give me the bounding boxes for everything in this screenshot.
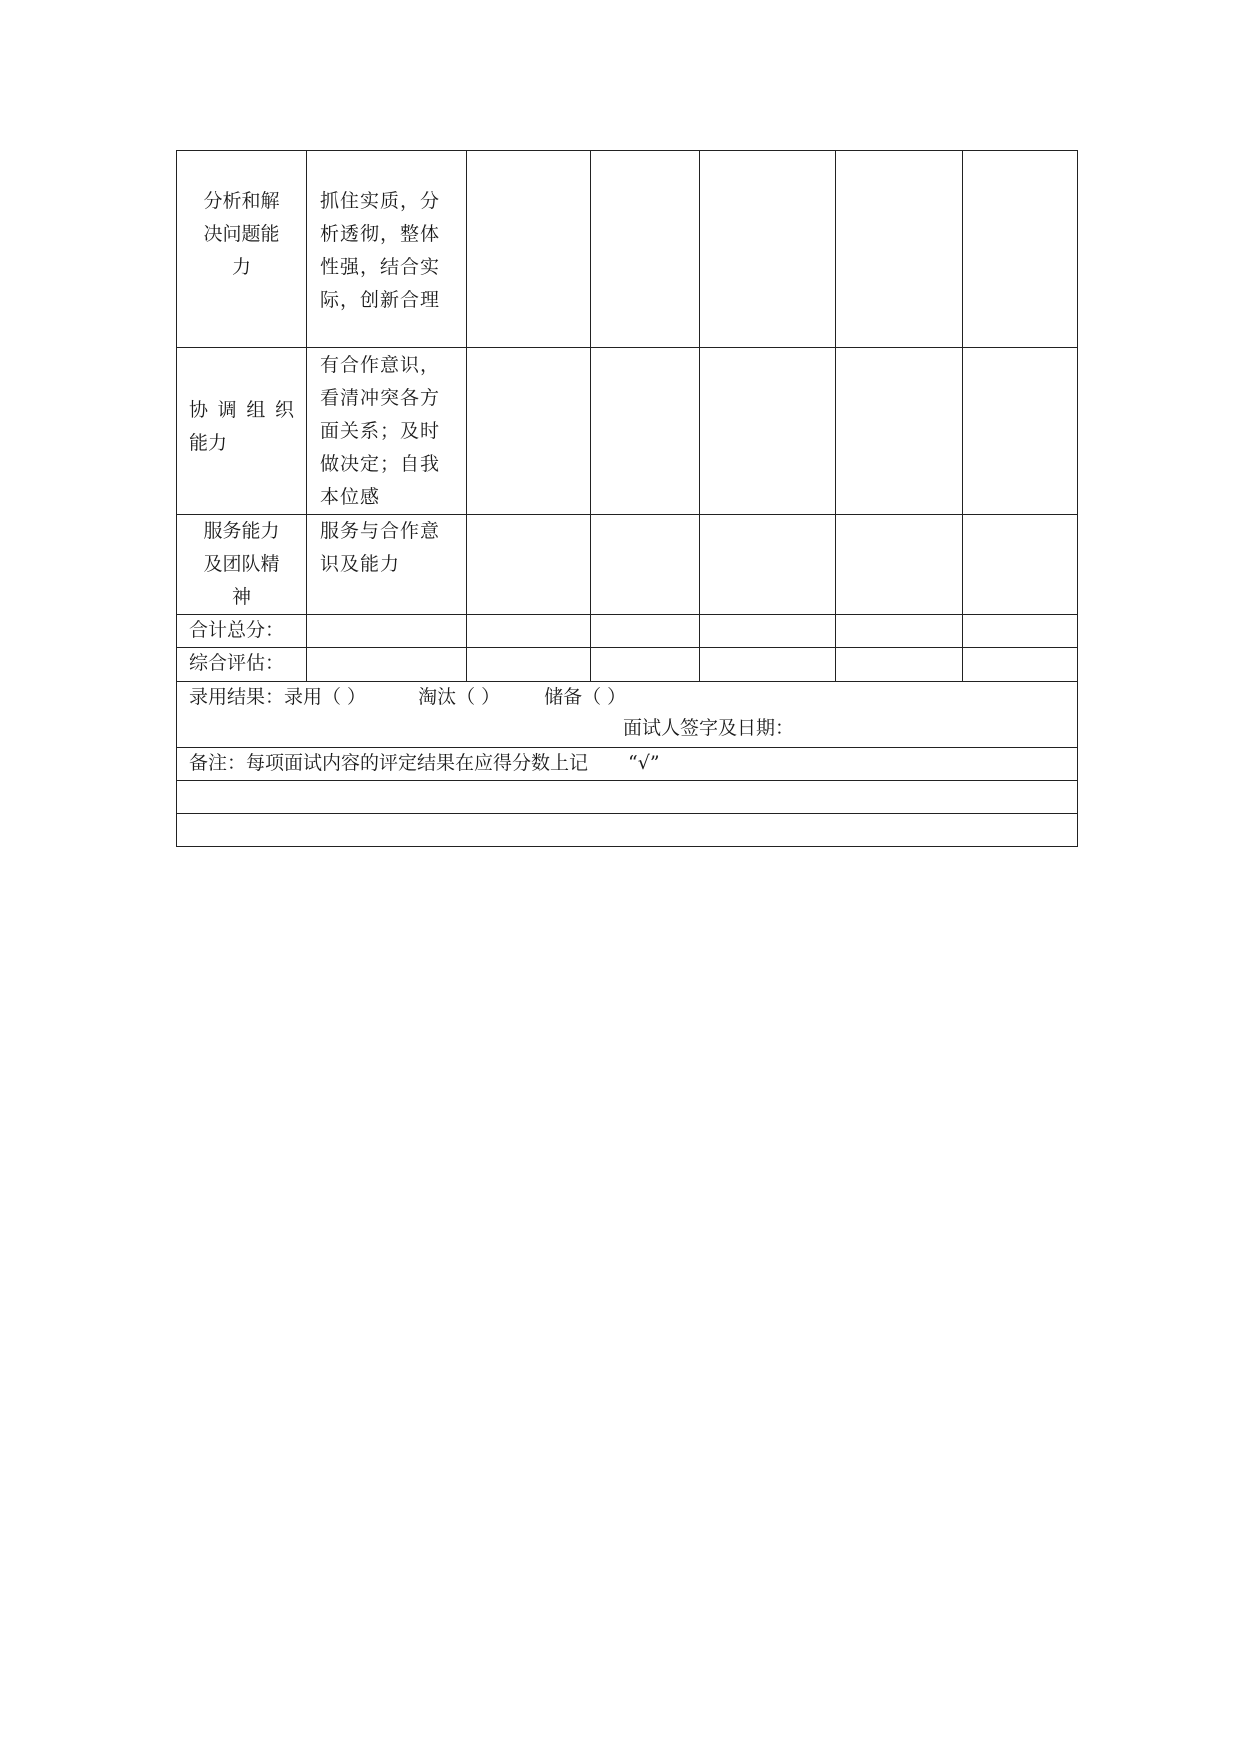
criteria-label: 服务能力 及团队精 神 [177,515,307,615]
criteria-description: 抓住实质，分 析透彻，整体 性强，结合实 际，创新合理 [307,151,467,348]
option-eliminate[interactable]: 淘汰（ ） [418,686,501,708]
hiring-result-label: 录用结果： [189,686,285,708]
overall-evaluation-cell[interactable] [307,648,467,682]
score-cell[interactable] [591,515,700,615]
score-cell[interactable] [591,151,700,348]
criteria-row [177,151,1078,348]
score-cell[interactable] [467,151,591,348]
criteria-row [177,348,1078,515]
overall-evaluation-cell[interactable] [836,648,963,682]
overall-evaluation-label: 综合评估： [177,648,307,682]
score-cell[interactable] [467,348,591,515]
blank-cell[interactable] [177,814,1078,847]
note-cell [177,748,1078,781]
overall-evaluation-row [177,648,1078,682]
score-cell[interactable] [467,515,591,615]
blank-cell[interactable] [177,781,1078,814]
hiring-result-row [177,682,1078,748]
total-score-cell[interactable] [467,615,591,648]
option-hire[interactable]: 录用（ ） [284,686,367,708]
hiring-result-cell [177,682,1078,748]
score-cell[interactable] [700,348,836,515]
score-cell[interactable] [963,348,1078,515]
criteria-description: 服务与合作意 识及能力 [307,515,467,615]
total-score-cell[interactable] [591,615,700,648]
criteria-label: 分析和解 决问题能 力 [177,151,307,348]
criteria-label: 协调组织 能力 [177,348,307,515]
total-score-cell[interactable] [836,615,963,648]
score-cell[interactable] [591,348,700,515]
criteria-description: 有合作意识， 看清冲突各方 面关系；及时 做决定；自我 本位感 [307,348,467,515]
total-score-cell[interactable] [307,615,467,648]
total-score-label: 合计总分： [177,615,307,648]
total-score-row [177,615,1078,648]
criteria-row [177,515,1078,615]
interviewer-signature-date: 面试人签字及日期： [623,717,795,739]
score-cell[interactable] [836,348,963,515]
overall-evaluation-cell[interactable] [591,648,700,682]
blank-row [177,781,1078,814]
score-cell[interactable] [963,151,1078,348]
total-score-cell[interactable] [700,615,836,648]
interview-evaluation-table [176,150,1078,847]
overall-evaluation-cell[interactable] [700,648,836,682]
blank-row [177,814,1078,847]
check-mark: “√” [628,752,660,774]
score-cell[interactable] [836,515,963,615]
overall-evaluation-cell[interactable] [467,648,591,682]
overall-evaluation-cell[interactable] [963,648,1078,682]
note-text: 备注：每项面试内容的评定结果在应得分数上记 [189,752,589,774]
total-score-cell[interactable] [963,615,1078,648]
score-cell[interactable] [700,151,836,348]
hiring-result-options [189,682,1077,713]
score-cell[interactable] [700,515,836,615]
option-reserve[interactable]: 储备（ ） [544,686,627,708]
score-cell[interactable] [836,151,963,348]
score-cell[interactable] [963,515,1078,615]
note-row [177,748,1078,781]
